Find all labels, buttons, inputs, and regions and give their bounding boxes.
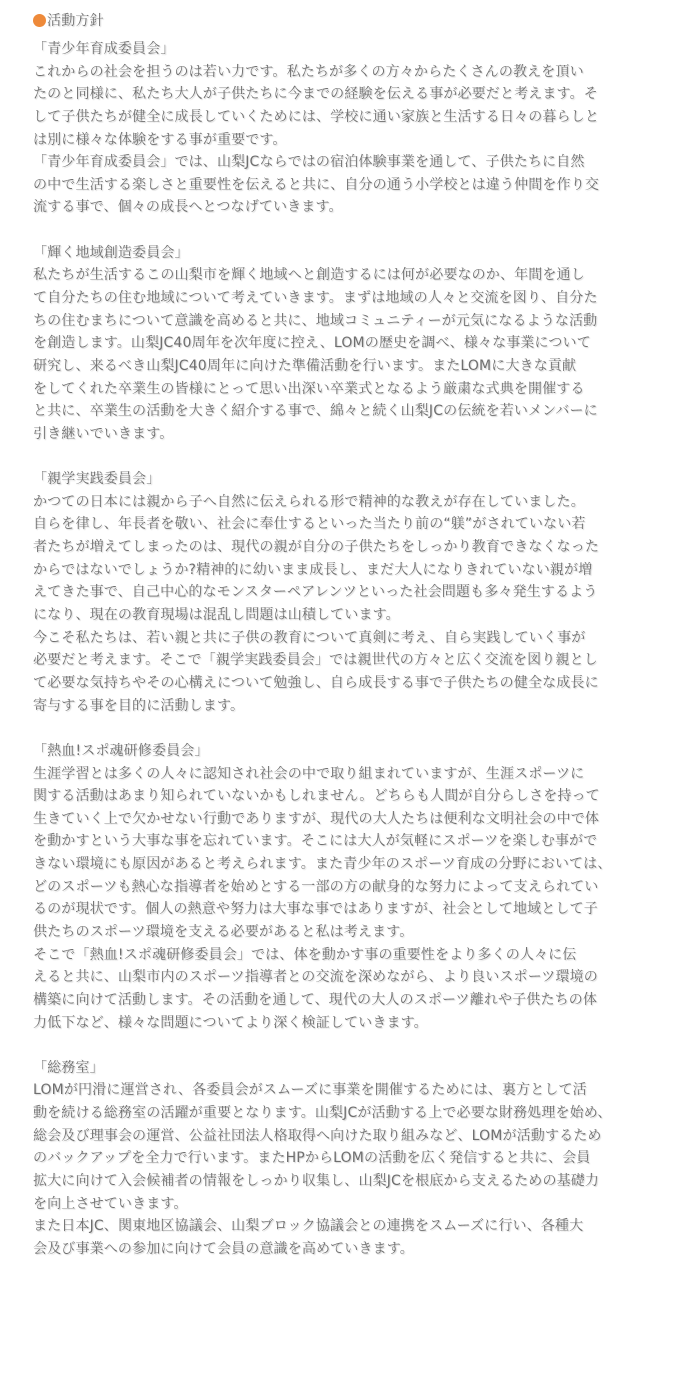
section-spacer [33, 446, 695, 469]
section-text-line: 動を続ける総務室の活躍が重要となります。山梨JCが活動する上で必要な財務処理を始め、 [33, 1105, 612, 1122]
section-text-line: 流する事で、個々の成長へとつなげていきます。 [33, 199, 343, 216]
section-text-line: 生涯学習とは多くの人々に認知され社会の中で取り組まれていますが、生涯スポーツに [33, 765, 585, 782]
policy-section [33, 38, 695, 219]
section-text-line: 寄与する事を目的に活動します。 [33, 697, 245, 714]
section-spacer [33, 1034, 695, 1057]
section-text-line: をしてくれた卒業生の皆様にとって思い出深い卒業式となるよう厳粛な式典を開催する [33, 380, 585, 397]
page-heading [33, 10, 104, 30]
section-text-line: 会及び事業への参加に向けて会員の意識を高めていきます。 [33, 1240, 414, 1257]
section-text-line: 「青少年育成委員会」では、山梨JCならではの宿泊体験事業を通して、子供たちに自然 [33, 154, 585, 171]
section-text-line: の中で生活する楽しさと重要性を伝えると共に、自分の通う小学校とは違う仲間を作り交 [33, 176, 599, 193]
section-text-line: になり、現在の教育現場は混乱し問題は山積しています。 [33, 607, 400, 624]
section-text-line: て必要な気持ちやその心構えについて勉強し、自ら成長する事で子供たちの健全な成長に [33, 674, 599, 691]
policy-section [33, 740, 695, 1034]
section-text-line: どのスポーツも熱心な指導者を始めとする一部の方の献身的な努力によって支えられてい [33, 878, 599, 895]
section-spacer [33, 717, 695, 740]
section-text-line: は別に様々な体験をする事が重要です。 [33, 131, 287, 148]
section-text-line: ちの住むまちについて意識を高めると共に、地域コミュニティーが元気になるような活動 [33, 312, 598, 329]
section-text-line: して子供たちが健全に成長していくためには、学校に通い家族と生活する日々の暮らしと [33, 108, 599, 125]
section-title: 「熱血!スポ魂研修委員会」 [33, 742, 209, 759]
section-text-line: からではないでしょうか?精神的に幼いまま成長し、まだ大人になりきれていない親が増 [33, 561, 593, 578]
section-text-line: のバックアップを全力で行います。またHPからLOMの活動を広く発信すると共に、会員 [33, 1150, 591, 1167]
section-text-line: たのと同様に、私たち大人が子供たちに今までの経験を伝える事が必要だと考えます。そ [33, 86, 598, 103]
section-text-line: きない環境にも原因があると考えられます。また青少年のスポーツ育成の分野においては、 [33, 856, 612, 873]
section-text-line: 私たちが生活するこの山梨市を輝く地域へと創造するには何が必要なのか、年間を通し [33, 267, 585, 284]
section-text-line: また日本JC、関東地区協議会、山梨ブロック協議会との連携をスムーズに行い、各種大 [33, 1218, 584, 1235]
section-title: 「親学実践委員会」 [33, 471, 161, 488]
section-text-line: えてきた事で、自己中心的なモンスターペアレンツといった社会問題も多々発生するよう [33, 584, 598, 601]
section-title: 「青少年育成委員会」 [33, 41, 175, 57]
section-text-line: LOMが円滑に運営され、各委員会がスムーズに事業を開催するためには、裏方として活 [33, 1082, 587, 1099]
policy-section [33, 1057, 695, 1261]
section-text-line: 総会及び理事会の運営、公益社団法人格取得へ向けた取り組みなど、LOMが活動するため [33, 1127, 602, 1144]
section-text-line: て自分たちの住む地域について考えていきます。まずは地域の人々と交流を図り、自分た [33, 290, 598, 307]
section-text-line: 関する活動はあまり知られていないかもしれません。どちらも人間が自分らしさを持って [33, 788, 600, 805]
section-text-line: 者たちが増えてしまったのは、現代の親が自分の子供たちをしっかり教育できなくなった [33, 539, 599, 556]
section-text-line: るのが現状です。個人の熱意や努力は大事な事ではありますが、社会として地域として子 [33, 901, 598, 918]
section-text-line: 研究し、来るべき山梨JC40周年に向けた準備活動を行います。またLOMに大きな貢献 [33, 357, 577, 374]
section-text-line: 必要だと考えます。そこで「親学実践委員会」では親世代の方々と広く交流を図り親とし [33, 652, 598, 669]
policy-body [33, 38, 695, 1261]
section-text-line: えると共に、山梨市内のスポーツ指導者との交流を深めながら、より良いスポーツ環境の [33, 969, 598, 986]
section-text-line: 生きていく上で欠かせない行動でありますが、現代の大人たちは便利な文明社会の中で体 [33, 810, 599, 827]
orange-bullet-icon [33, 14, 46, 27]
section-text-line: 拡大に向けて入会候補者の情報をしっかり収集し、山梨JCを根底から支えるための基礎力 [33, 1173, 600, 1190]
page-heading-text: 活動方針 [47, 13, 104, 29]
section-spacer [33, 219, 695, 242]
section-text-line: 引き継いでいきます。 [33, 425, 174, 442]
section-text-line: を向上させていきます。 [33, 1195, 188, 1212]
policy-section [33, 468, 695, 717]
section-text-line: と共に、卒業生の活動を大きく紹介する事で、綿々と続く山梨JCの伝統を若いメンバーに [33, 403, 598, 420]
policy-section [33, 242, 695, 446]
section-text-line: 供たちのスポーツ環境を支える必要があると私は考えます。 [33, 923, 414, 940]
section-text-line: を動かすという大事な事を忘れています。そこには大人が気軽にスポーツを楽しむ事がで [33, 833, 598, 850]
section-title: 「輝く地域創造委員会」 [33, 244, 189, 261]
section-text-line: 自らを律し、年長者を敬い、社会に奉仕するといった当たり前の“躾”がされていない若 [33, 516, 586, 533]
section-text-line: 今こそ私たちは、若い親と共に子供の教育について真剣に考え、自ら実践していく事が [33, 629, 586, 646]
section-text-line: そこで「熱血!スポ魂研修委員会」では、体を動かす事の重要性をより多くの人々に伝 [33, 946, 577, 963]
section-text-line: かつての日本には親から子へ自然に伝えられる形で精神的な教えが存在していました。 [33, 493, 585, 510]
section-text-line: を創造します。山梨JC40周年を次年度に控え、LOMの歴史を調べ、様々な事業について [33, 335, 591, 352]
section-text-line: これからの社会を担うのは若い力です。私たちが多くの方々からたくさんの教えを頂い [33, 63, 584, 80]
section-title: 「総務室」 [33, 1059, 104, 1076]
section-text-line: 構築に向けて活動します。その活動を通して、現代の大人のスポーツ離れや子供たちの体 [33, 991, 598, 1008]
section-text-line: 力低下など、様々な問題についてより深く検証していきます。 [33, 1014, 428, 1031]
